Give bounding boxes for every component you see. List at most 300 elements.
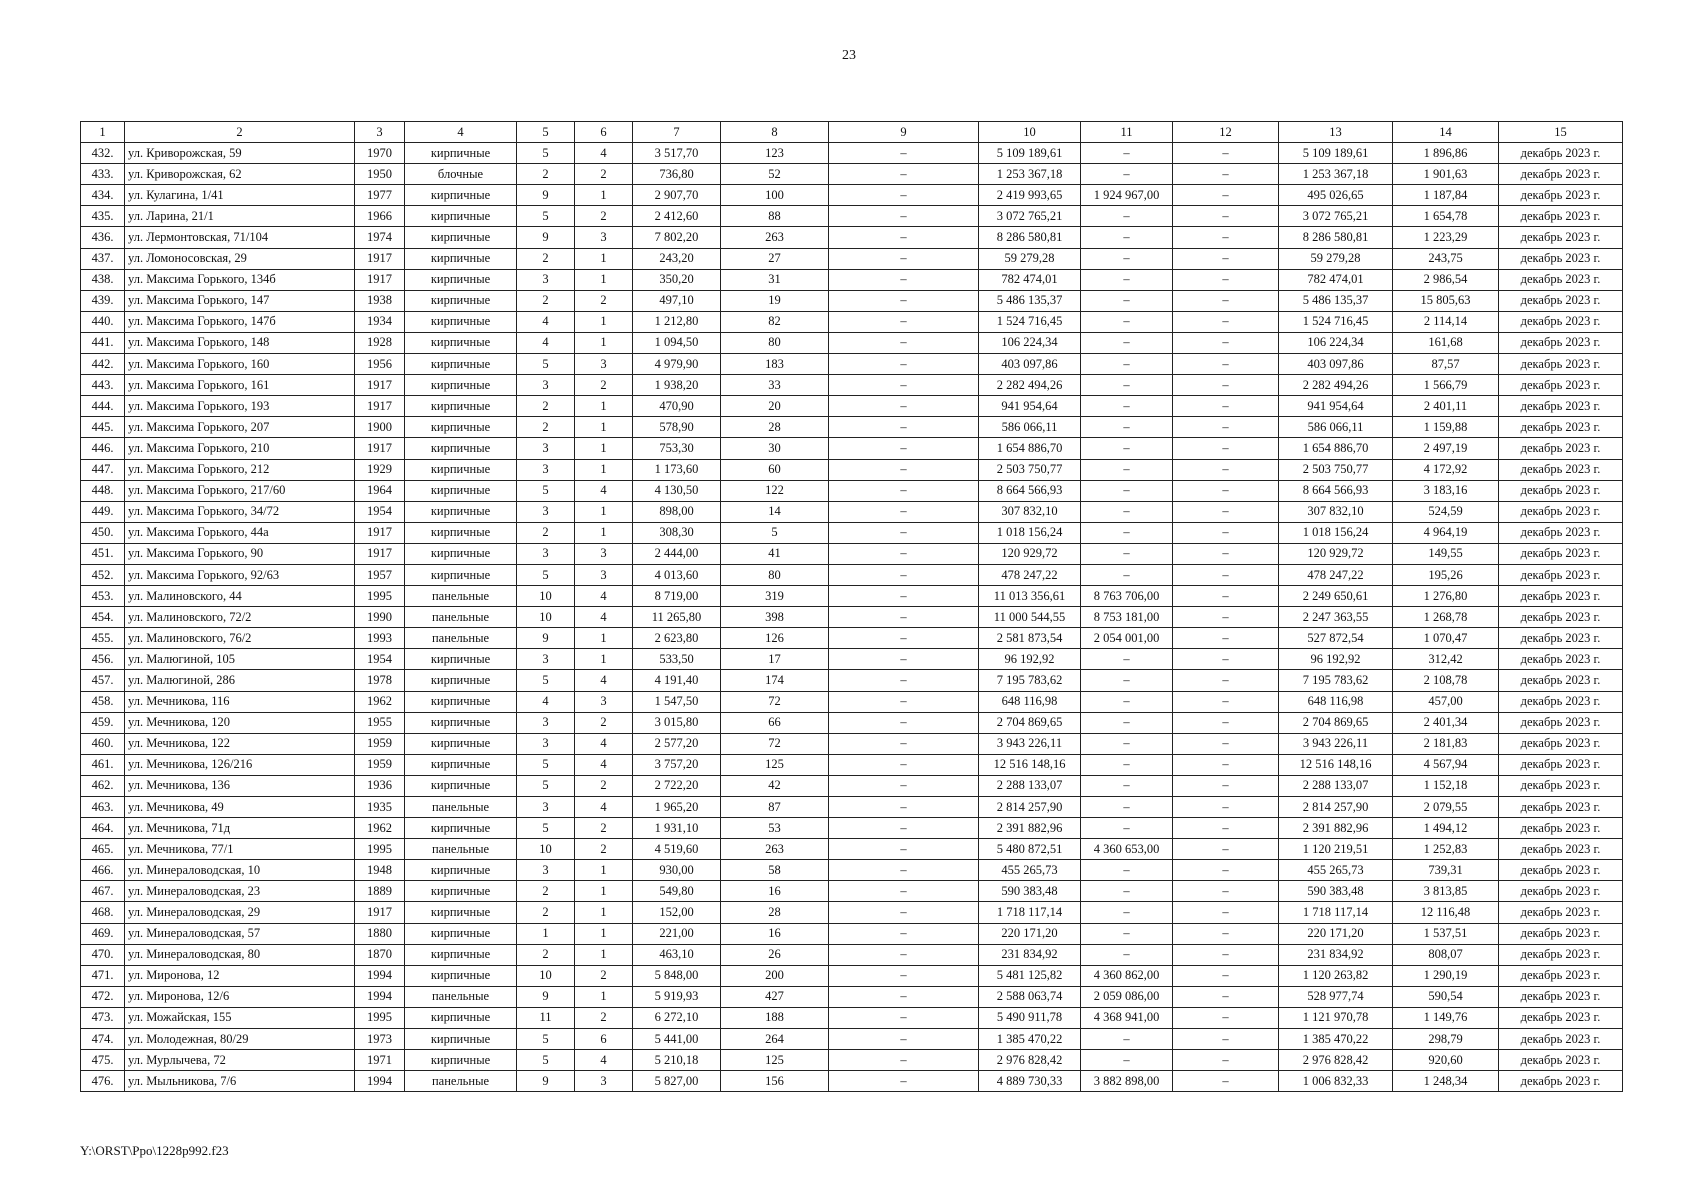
cell-col-12: – (1173, 902, 1279, 923)
cell-address: ул. Миронова, 12 (125, 965, 355, 986)
table-row (81, 628, 1623, 649)
cell-year-built: 1936 (355, 775, 405, 796)
cell-wall-material: панельные (405, 986, 517, 1007)
cell-floors: 3 (517, 269, 575, 290)
cell-deadline: декабрь 2023 г. (1499, 311, 1623, 332)
cell-row-number: 438. (81, 269, 125, 290)
table-row (81, 607, 1623, 628)
table-body (81, 143, 1623, 1092)
cell-row-number: 462. (81, 775, 125, 796)
table-row (81, 586, 1623, 607)
cell-wall-material: кирпичные (405, 649, 517, 670)
cell-cost-per-unit: 1 152,18 (1393, 775, 1499, 796)
cell-col-13: 12 516 148,16 (1279, 754, 1393, 775)
cell-residents: 58 (721, 860, 829, 881)
cell-total-cost: 106 224,34 (979, 332, 1081, 353)
cell-area: 1 931,10 (633, 818, 721, 839)
cell-address: ул. Минераловодская, 23 (125, 881, 355, 902)
cell-col-13: 220 171,20 (1279, 923, 1393, 944)
cell-total-cost: 120 929,72 (979, 543, 1081, 564)
cell-col-13: 3 943 226,11 (1279, 733, 1393, 754)
cell-total-cost: 1 385 470,22 (979, 1029, 1081, 1050)
cell-total-cost: 1 018 156,24 (979, 522, 1081, 543)
table-row (81, 1071, 1623, 1092)
cell-cost-per-unit: 2 114,14 (1393, 311, 1499, 332)
cell-year-built: 1973 (355, 1029, 405, 1050)
cell-col-13: 231 834,92 (1279, 944, 1393, 965)
cell-entrances: 1 (575, 438, 633, 459)
cell-col-9: – (829, 185, 979, 206)
cell-area: 5 441,00 (633, 1029, 721, 1050)
cell-residents: 41 (721, 543, 829, 564)
cell-entrances: 1 (575, 649, 633, 670)
cell-address: ул. Малиновского, 72/2 (125, 607, 355, 628)
cell-col-11: – (1081, 712, 1173, 733)
cell-deadline: декабрь 2023 г. (1499, 459, 1623, 480)
cell-floors: 9 (517, 986, 575, 1007)
cell-total-cost: 3 943 226,11 (979, 733, 1081, 754)
cell-total-cost: 5 109 189,61 (979, 143, 1081, 164)
cell-address: ул. Максима Горького, 44а (125, 522, 355, 543)
cell-residents: 19 (721, 290, 829, 311)
cell-total-cost: 478 247,22 (979, 564, 1081, 585)
cell-area: 578,90 (633, 417, 721, 438)
cell-year-built: 1934 (355, 311, 405, 332)
cell-col-13: 1 654 886,70 (1279, 438, 1393, 459)
cell-col-13: 2 247 363,55 (1279, 607, 1393, 628)
cell-cost-per-unit: 312,42 (1393, 649, 1499, 670)
cell-col-11: 4 360 653,00 (1081, 839, 1173, 860)
cell-area: 350,20 (633, 269, 721, 290)
cell-col-9: – (829, 438, 979, 459)
cell-deadline: декабрь 2023 г. (1499, 881, 1623, 902)
cell-cost-per-unit: 2 079,55 (1393, 797, 1499, 818)
cell-col-12: – (1173, 607, 1279, 628)
cell-area: 2 444,00 (633, 543, 721, 564)
table-row (81, 501, 1623, 522)
cell-row-number: 454. (81, 607, 125, 628)
cell-col-12: – (1173, 818, 1279, 839)
cell-year-built: 1917 (355, 396, 405, 417)
table-row (81, 986, 1623, 1007)
cell-col-13: 586 066,11 (1279, 417, 1393, 438)
cell-address: ул. Мыльникова, 7/6 (125, 1071, 355, 1092)
cell-col-11: – (1081, 1050, 1173, 1071)
table-row (81, 459, 1623, 480)
cell-entrances: 1 (575, 248, 633, 269)
cell-col-11: – (1081, 417, 1173, 438)
cell-area: 1 547,50 (633, 691, 721, 712)
cell-total-cost: 586 066,11 (979, 417, 1081, 438)
cell-floors: 5 (517, 143, 575, 164)
cell-address: ул. Максима Горького, 193 (125, 396, 355, 417)
cell-col-9: – (829, 586, 979, 607)
cell-col-13: 2 249 650,61 (1279, 586, 1393, 607)
cell-area: 549,80 (633, 881, 721, 902)
cell-col-13: 2 282 494,26 (1279, 375, 1393, 396)
cell-col-12: – (1173, 775, 1279, 796)
table-row (81, 1050, 1623, 1071)
cell-deadline: декабрь 2023 г. (1499, 1007, 1623, 1028)
column-header-11: 11 (1081, 122, 1173, 143)
cell-col-9: – (829, 143, 979, 164)
cell-floors: 5 (517, 354, 575, 375)
cell-col-13: 1 018 156,24 (1279, 522, 1393, 543)
cell-year-built: 1928 (355, 332, 405, 353)
cell-floors: 5 (517, 670, 575, 691)
cell-cost-per-unit: 1 248,34 (1393, 1071, 1499, 1092)
cell-deadline: декабрь 2023 г. (1499, 332, 1623, 353)
cell-cost-per-unit: 1 223,29 (1393, 227, 1499, 248)
cell-residents: 53 (721, 818, 829, 839)
cell-col-12: – (1173, 923, 1279, 944)
cell-col-11: – (1081, 332, 1173, 353)
cell-year-built: 1977 (355, 185, 405, 206)
cell-year-built: 1889 (355, 881, 405, 902)
cell-col-12: – (1173, 522, 1279, 543)
cell-deadline: декабрь 2023 г. (1499, 1050, 1623, 1071)
cell-col-12: – (1173, 417, 1279, 438)
cell-area: 308,30 (633, 522, 721, 543)
table-row (81, 354, 1623, 375)
cell-row-number: 465. (81, 839, 125, 860)
cell-total-cost: 7 195 783,62 (979, 670, 1081, 691)
cell-floors: 2 (517, 522, 575, 543)
cell-col-11: – (1081, 290, 1173, 311)
cell-wall-material: кирпичные (405, 754, 517, 775)
cell-residents: 31 (721, 269, 829, 290)
cell-floors: 2 (517, 248, 575, 269)
cell-row-number: 472. (81, 986, 125, 1007)
cell-floors: 4 (517, 691, 575, 712)
cell-col-13: 1 120 219,51 (1279, 839, 1393, 860)
cell-col-9: – (829, 797, 979, 818)
cell-col-13: 2 288 133,07 (1279, 775, 1393, 796)
cell-entrances: 2 (575, 965, 633, 986)
cell-col-11: – (1081, 311, 1173, 332)
cell-residents: 264 (721, 1029, 829, 1050)
cell-address: ул. Максима Горького, 134б (125, 269, 355, 290)
cell-deadline: декабрь 2023 г. (1499, 691, 1623, 712)
cell-total-cost: 2 288 133,07 (979, 775, 1081, 796)
table-row (81, 396, 1623, 417)
cell-col-13: 8 664 566,93 (1279, 480, 1393, 501)
cell-col-13: 1 718 117,14 (1279, 902, 1393, 923)
cell-entrances: 4 (575, 1050, 633, 1071)
cell-col-13: 590 383,48 (1279, 881, 1393, 902)
cell-address: ул. Ломоносовская, 29 (125, 248, 355, 269)
cell-deadline: декабрь 2023 г. (1499, 902, 1623, 923)
cell-address: ул. Максима Горького, 161 (125, 375, 355, 396)
cell-address: ул. Мечникова, 77/1 (125, 839, 355, 860)
cell-address: ул. Кулагина, 1/41 (125, 185, 355, 206)
cell-entrances: 2 (575, 1007, 633, 1028)
cell-col-11: – (1081, 480, 1173, 501)
cell-col-11: – (1081, 923, 1173, 944)
cell-row-number: 434. (81, 185, 125, 206)
cell-area: 753,30 (633, 438, 721, 459)
cell-cost-per-unit: 15 805,63 (1393, 290, 1499, 311)
cell-deadline: декабрь 2023 г. (1499, 143, 1623, 164)
cell-floors: 10 (517, 607, 575, 628)
table-row (81, 522, 1623, 543)
cell-deadline: декабрь 2023 г. (1499, 923, 1623, 944)
cell-col-12: – (1173, 164, 1279, 185)
cell-col-12: – (1173, 480, 1279, 501)
cell-col-13: 648 116,98 (1279, 691, 1393, 712)
cell-col-9: – (829, 628, 979, 649)
cell-year-built: 1955 (355, 712, 405, 733)
cell-residents: 125 (721, 1050, 829, 1071)
cell-col-9: – (829, 691, 979, 712)
cell-col-12: – (1173, 944, 1279, 965)
cell-col-11: – (1081, 396, 1173, 417)
cell-deadline: декабрь 2023 г. (1499, 944, 1623, 965)
cell-col-12: – (1173, 649, 1279, 670)
cell-deadline: декабрь 2023 г. (1499, 860, 1623, 881)
file-path-footer: Y:\ORST\Ppo\1228p992.f23 (80, 1143, 229, 1158)
cell-floors: 4 (517, 332, 575, 353)
cell-floors: 5 (517, 818, 575, 839)
cell-year-built: 1917 (355, 269, 405, 290)
cell-col-9: – (829, 818, 979, 839)
cell-col-9: – (829, 332, 979, 353)
cell-address: ул. Максима Горького, 34/72 (125, 501, 355, 522)
cell-year-built: 1995 (355, 1007, 405, 1028)
cell-address: ул. Максима Горького, 210 (125, 438, 355, 459)
cell-col-11: – (1081, 775, 1173, 796)
cell-col-12: – (1173, 965, 1279, 986)
cell-area: 736,80 (633, 164, 721, 185)
cell-area: 11 265,80 (633, 607, 721, 628)
cell-row-number: 448. (81, 480, 125, 501)
cell-wall-material: панельные (405, 628, 517, 649)
cell-area: 3 015,80 (633, 712, 721, 733)
cell-col-9: – (829, 839, 979, 860)
cell-col-12: – (1173, 290, 1279, 311)
cell-deadline: декабрь 2023 г. (1499, 501, 1623, 522)
cell-col-11: 2 059 086,00 (1081, 986, 1173, 1007)
cell-total-cost: 2 704 869,65 (979, 712, 1081, 733)
cell-deadline: декабрь 2023 г. (1499, 227, 1623, 248)
cell-col-11: – (1081, 354, 1173, 375)
cell-residents: 100 (721, 185, 829, 206)
cell-area: 4 519,60 (633, 839, 721, 860)
cell-entrances: 2 (575, 164, 633, 185)
table-row (81, 375, 1623, 396)
cell-col-9: – (829, 754, 979, 775)
cell-col-13: 2 704 869,65 (1279, 712, 1393, 733)
cell-year-built: 1978 (355, 670, 405, 691)
cell-entrances: 4 (575, 797, 633, 818)
cell-entrances: 3 (575, 543, 633, 564)
cell-residents: 200 (721, 965, 829, 986)
cell-total-cost: 2 588 063,74 (979, 986, 1081, 1007)
cell-floors: 5 (517, 1029, 575, 1050)
cell-col-9: – (829, 227, 979, 248)
cell-address: ул. Можайская, 155 (125, 1007, 355, 1028)
cell-col-9: – (829, 986, 979, 1007)
cell-entrances: 1 (575, 522, 633, 543)
table-row (81, 818, 1623, 839)
table-row (81, 438, 1623, 459)
cell-area: 8 719,00 (633, 586, 721, 607)
cell-entrances: 1 (575, 269, 633, 290)
cell-area: 533,50 (633, 649, 721, 670)
cell-floors: 2 (517, 881, 575, 902)
cell-total-cost: 11 013 356,61 (979, 586, 1081, 607)
cell-row-number: 460. (81, 733, 125, 754)
cell-area: 5 827,00 (633, 1071, 721, 1092)
cell-col-12: – (1173, 628, 1279, 649)
cell-floors: 3 (517, 501, 575, 522)
cell-total-cost: 1 718 117,14 (979, 902, 1081, 923)
cell-residents: 16 (721, 881, 829, 902)
cell-residents: 125 (721, 754, 829, 775)
cell-col-13: 528 977,74 (1279, 986, 1393, 1007)
cell-address: ул. Минераловодская, 29 (125, 902, 355, 923)
cell-col-13: 1 385 470,22 (1279, 1029, 1393, 1050)
cell-year-built: 1954 (355, 501, 405, 522)
cell-year-built: 1950 (355, 164, 405, 185)
cell-col-9: – (829, 649, 979, 670)
cell-cost-per-unit: 1 268,78 (1393, 607, 1499, 628)
cell-total-cost: 59 279,28 (979, 248, 1081, 269)
column-header-8: 8 (721, 122, 829, 143)
cell-row-number: 458. (81, 691, 125, 712)
cell-total-cost: 2 976 828,42 (979, 1050, 1081, 1071)
cell-year-built: 1956 (355, 354, 405, 375)
cell-year-built: 1994 (355, 1071, 405, 1092)
cell-area: 898,00 (633, 501, 721, 522)
column-header-9: 9 (829, 122, 979, 143)
cell-total-cost: 96 192,92 (979, 649, 1081, 670)
table-row (81, 164, 1623, 185)
column-header-2: 2 (125, 122, 355, 143)
cell-address: ул. Минераловодская, 57 (125, 923, 355, 944)
cell-address: ул. Молодежная, 80/29 (125, 1029, 355, 1050)
cell-row-number: 455. (81, 628, 125, 649)
cell-area: 470,90 (633, 396, 721, 417)
cell-total-cost: 1 253 367,18 (979, 164, 1081, 185)
cell-total-cost: 2 503 750,77 (979, 459, 1081, 480)
cell-residents: 16 (721, 923, 829, 944)
cell-col-9: – (829, 396, 979, 417)
cell-area: 2 623,80 (633, 628, 721, 649)
column-header-6: 6 (575, 122, 633, 143)
table-row (81, 712, 1623, 733)
cell-row-number: 461. (81, 754, 125, 775)
cell-col-13: 527 872,54 (1279, 628, 1393, 649)
cell-col-9: – (829, 775, 979, 796)
cell-entrances: 2 (575, 818, 633, 839)
cell-year-built: 1962 (355, 818, 405, 839)
cell-wall-material: кирпичные (405, 670, 517, 691)
cell-entrances: 2 (575, 290, 633, 311)
cell-col-11: – (1081, 860, 1173, 881)
cell-area: 2 907,70 (633, 185, 721, 206)
cell-deadline: декабрь 2023 г. (1499, 986, 1623, 1007)
table-row (81, 564, 1623, 585)
cell-row-number: 439. (81, 290, 125, 311)
table-row (81, 944, 1623, 965)
cell-col-9: – (829, 607, 979, 628)
cell-residents: 80 (721, 564, 829, 585)
cell-col-13: 1 121 970,78 (1279, 1007, 1393, 1028)
cell-residents: 87 (721, 797, 829, 818)
cell-cost-per-unit: 590,54 (1393, 986, 1499, 1007)
cell-row-number: 449. (81, 501, 125, 522)
cell-year-built: 1938 (355, 290, 405, 311)
cell-area: 1 965,20 (633, 797, 721, 818)
cell-wall-material: кирпичные (405, 501, 517, 522)
cell-col-11: – (1081, 564, 1173, 585)
cell-deadline: декабрь 2023 г. (1499, 522, 1623, 543)
cell-floors: 9 (517, 185, 575, 206)
cell-area: 4 013,60 (633, 564, 721, 585)
cell-col-11: – (1081, 459, 1173, 480)
cell-entrances: 4 (575, 754, 633, 775)
cell-cost-per-unit: 2 401,34 (1393, 712, 1499, 733)
cell-deadline: декабрь 2023 г. (1499, 733, 1623, 754)
cell-col-9: – (829, 311, 979, 332)
cell-area: 5 919,93 (633, 986, 721, 1007)
cell-total-cost: 782 474,01 (979, 269, 1081, 290)
cell-total-cost: 590 383,48 (979, 881, 1081, 902)
cell-total-cost: 455 265,73 (979, 860, 1081, 881)
cell-entrances: 1 (575, 396, 633, 417)
cell-row-number: 474. (81, 1029, 125, 1050)
cell-area: 463,10 (633, 944, 721, 965)
cell-col-12: – (1173, 354, 1279, 375)
cell-address: ул. Максима Горького, 90 (125, 543, 355, 564)
cell-entrances: 6 (575, 1029, 633, 1050)
cell-col-9: – (829, 1071, 979, 1092)
cell-total-cost: 2 419 993,65 (979, 185, 1081, 206)
table-row (81, 860, 1623, 881)
cell-col-9: – (829, 480, 979, 501)
cell-area: 4 191,40 (633, 670, 721, 691)
cell-col-13: 3 072 765,21 (1279, 206, 1393, 227)
cell-year-built: 1962 (355, 691, 405, 712)
table-row (81, 248, 1623, 269)
cell-cost-per-unit: 1 159,88 (1393, 417, 1499, 438)
cell-col-11: 3 882 898,00 (1081, 1071, 1173, 1092)
cell-col-13: 2 976 828,42 (1279, 1050, 1393, 1071)
cell-entrances: 1 (575, 417, 633, 438)
cell-residents: 5 (721, 522, 829, 543)
cell-wall-material: кирпичные (405, 965, 517, 986)
cell-col-11: – (1081, 522, 1173, 543)
table-row (81, 902, 1623, 923)
cell-cost-per-unit: 1 537,51 (1393, 923, 1499, 944)
cell-year-built: 1948 (355, 860, 405, 881)
cell-area: 1 094,50 (633, 332, 721, 353)
cell-residents: 33 (721, 375, 829, 396)
cell-deadline: декабрь 2023 г. (1499, 480, 1623, 501)
cell-row-number: 441. (81, 332, 125, 353)
cell-address: ул. Мурлычева, 72 (125, 1050, 355, 1071)
column-number-row (81, 122, 1623, 143)
cell-deadline: декабрь 2023 г. (1499, 164, 1623, 185)
cell-deadline: декабрь 2023 г. (1499, 965, 1623, 986)
cell-address: ул. Малиновского, 76/2 (125, 628, 355, 649)
cell-deadline: декабрь 2023 г. (1499, 754, 1623, 775)
cell-address: ул. Минераловодская, 10 (125, 860, 355, 881)
cell-deadline: декабрь 2023 г. (1499, 543, 1623, 564)
cell-col-9: – (829, 522, 979, 543)
cell-row-number: 445. (81, 417, 125, 438)
